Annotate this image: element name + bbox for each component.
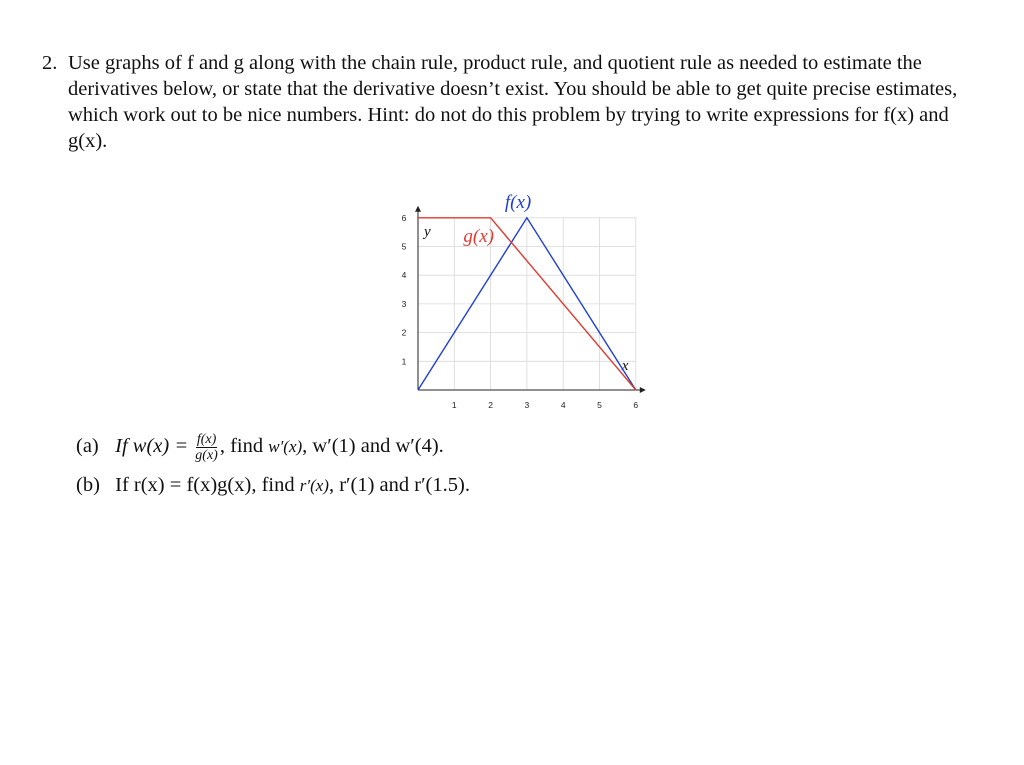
x-axis-label: x	[621, 358, 629, 374]
part-a-label: (a)	[76, 435, 99, 458]
part-a-mid: , find	[219, 435, 269, 458]
fraction-denominator: g(x)	[195, 448, 218, 463]
part-a-derivative: w′(x)	[268, 437, 303, 457]
part-a-post: , w′(1) and w′(4).	[302, 435, 444, 458]
function-graph	[388, 182, 650, 414]
y-tick-label: 6	[401, 212, 407, 223]
part-a-pre: If w(x) =	[115, 435, 189, 458]
x-tick-label: 5	[597, 400, 602, 410]
part-b	[76, 474, 470, 497]
y-tick-label: 5	[401, 241, 407, 252]
part-b-pre: If r(x) = f(x)g(x), find	[115, 474, 300, 496]
fraction-numerator: f(x)	[196, 432, 217, 447]
quotient-fraction	[195, 432, 218, 463]
part-a	[76, 432, 444, 463]
y-tick-label: 3	[401, 298, 407, 309]
part-b-derivative: r′(x)	[299, 476, 329, 495]
series-label-g: g(x)	[463, 226, 494, 248]
problem-number: 2.	[42, 52, 58, 74]
y-tick-label: 1	[401, 356, 407, 367]
x-tick-label: 1	[451, 400, 457, 410]
x-tick-label: 6	[633, 400, 639, 410]
x-tick-label: 4	[560, 400, 566, 410]
series-label-f: f(x)	[504, 191, 532, 213]
x-axis-arrow-icon	[640, 387, 646, 393]
y-tick-label: 2	[401, 327, 407, 338]
y-axis-label: y	[424, 223, 431, 240]
part-b-label: (b)	[76, 474, 100, 496]
y-axis-arrow-icon	[415, 206, 421, 212]
part-b-post: , r′(1) and r′(1.5).	[328, 474, 470, 496]
problem-text: Use graphs of f and g along with the chain rule, product rule, and quotient rule as needed to estimate the derivatives below, or state that the derivative doesn’t exist. You should be able to get quite precise estimates, which work out to be nice numbers. Hint: do not do this problem by trying to write expressions for f(x) and g(x).	[68, 52, 958, 152]
problem-statement	[42, 50, 982, 154]
y-tick-label: 4	[401, 270, 407, 281]
x-tick-label: 3	[524, 400, 530, 410]
x-tick-label: 2	[488, 400, 493, 410]
